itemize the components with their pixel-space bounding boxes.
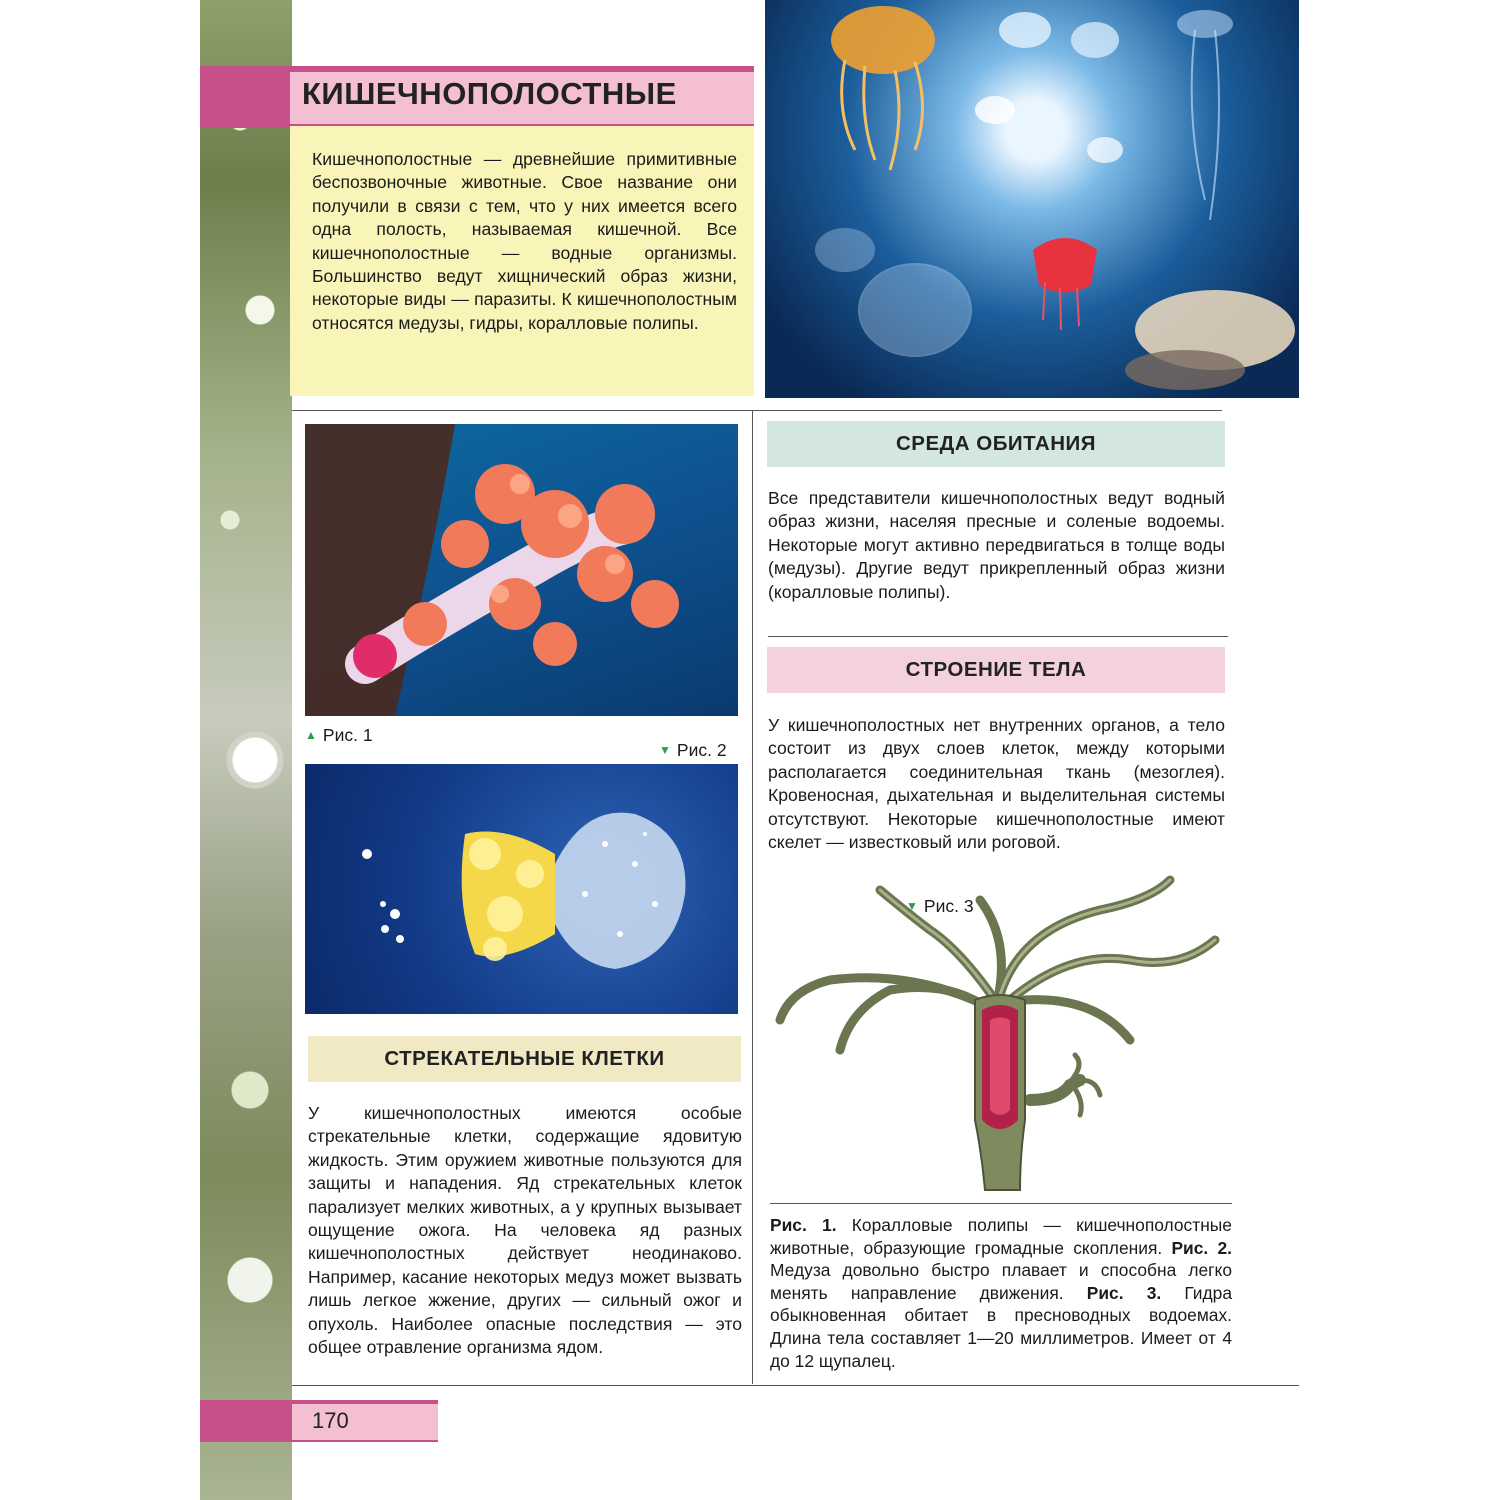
triangle-down-icon: ▼ [906,899,918,913]
triangle-down-icon: ▼ [659,743,671,757]
medusa-illustration [305,764,738,1014]
caption-fig1-label: Рис. 1. [770,1215,837,1235]
stinging-cells-heading: СТРЕКАТЕЛЬНЫЕ КЛЕТКИ [308,1036,741,1082]
intro-text: Кишечнополостные — древнейшие примитивные беспозвоночные животные. Свое название они получили в связи с тем, что у них имеется всего одна полость, называемая кишечной. Все кишечнополостные — водные организмы. Большинство ведут хищнический образ жизни, некоторые виды — паразиты. К кишечнополостным относятся медузы, гидры, коралловые полипы. [312,149,737,333]
habitat-text: Все представители кишечнополостных ведут водный образ жизни, населяя пресные и соленые водоемы. Некоторые могут активно передвигаться в толще воды (медузы). Другие ведут прикрепленный образ жизни (коралловые полипы). [768,488,1225,602]
divider-line [768,636,1228,637]
caption-fig1-text: Коралловые полипы — кишечнополостные животные, образующие громадные скопления. [770,1215,1232,1258]
habitat-heading: СРЕДА ОБИТАНИЯ [767,421,1225,467]
hydra-illustration [770,870,1230,1200]
divider-line [292,1385,1299,1386]
figure-2-label-text: Рис. 2 [676,740,727,760]
column-divider [752,410,753,1384]
caption-fig2-text: Медуза довольно быстро плавает и способна легко менять направление движения. [770,1260,1232,1303]
figure-1-label [305,725,373,746]
figure-3-label-text: Рис. 3 [923,896,974,916]
divider-line [770,1203,1232,1204]
body-structure-text: У кишечнополостных нет внутренних органов, а тело состоит из двух слоев клеток, между которыми располагается соединительная ткань (мезоглея). Кровеносная, дыхательная и выделительная системы отсутствуют. Некоторые кишечнополостные имеют скелет — известковый или роговой. [768,715,1225,853]
figure-1-label-text: Рис. 1 [322,725,373,745]
medusa-photo [305,764,738,1014]
caption-fig2-label: Рис. 2. [1171,1237,1232,1258]
caption-fig3-label: Рис. 3. [1086,1282,1162,1303]
figure-caption [770,1214,1232,1372]
jellyfish-illustration [765,0,1299,398]
coral-illustration [305,424,738,716]
figure-2-label [659,740,727,761]
jellyfish-photo [765,0,1299,398]
page-number: 170 [312,1408,349,1433]
body-structure-heading: СТРОЕНИЕ ТЕЛА [767,647,1225,693]
caption-fig3-text: Гидра обыкновенная обитает в пресноводных водоемах. Длина тела составляет 1—20 миллиметров. Имеет от 4 до 12 щупалец. [770,1282,1233,1371]
decorative-side-strip [200,0,292,1500]
page-title: КИШЕЧНОПОЛОСТНЫЕ [302,76,677,111]
stinging-cells-text: У кишечнополостных имеются особые стрекательные клетки, содержащие ядовитую жидкость. Этим оружием животные пользуются для защиты и нападения. Яд стрекательных клеток парализует мелких животных, а у крупных вызывает ощущение ожога. На человека яд разных кишечнополостных действует неодинаково. Например, касание некоторых медуз может вызвать лишь легкое жжение, других — сильный ожог и опухоль. Наиболее опасные последствия — это общее отравление организма ядом. [308,1103,742,1358]
divider-line [292,410,1222,411]
triangle-up-icon: ▲ [305,728,317,742]
coral-photo [305,424,738,716]
